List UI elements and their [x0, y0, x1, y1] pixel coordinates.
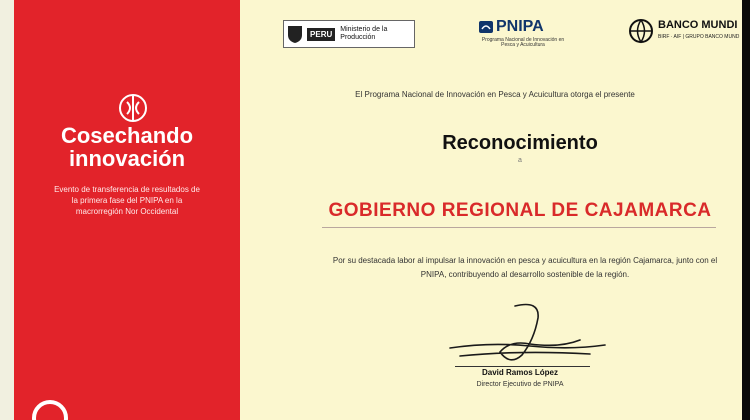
signature-icon [430, 300, 620, 370]
pnipa-name: PNIPA [496, 18, 544, 35]
peru-tag: PERU [307, 28, 335, 41]
recipient-name: GOBIERNO REGIONAL DE CAJAMARCA [328, 200, 712, 221]
peru-shield-icon [284, 22, 305, 46]
recipient-underline [322, 227, 716, 228]
brand-panel [14, 0, 240, 420]
ministry-name: Ministerio de la Producción [340, 26, 388, 41]
signature-line [455, 366, 590, 367]
brand-subtitle: Evento de transferencia de resultados de la primera fase del PNIPA en la macrorregión Nor Occidental [54, 185, 200, 216]
bm-name: BANCO MUNDI [658, 19, 738, 31]
left-edge [0, 0, 14, 420]
certificate-body: Por su destacada labor al impulsar la innovación en pesca y acuicultura en la región Cajamarca, junto con el PNIPA, contribuyendo al desarrollo sostenible de la región. [332, 256, 718, 279]
pnipa-icon [478, 20, 494, 34]
signer-name: David Ramos López [481, 368, 558, 377]
corner-logo-icon [30, 398, 70, 420]
right-edge [742, 0, 750, 420]
banco-mundial-logo [628, 18, 742, 48]
signer-role: Director Ejecutivo de PNIPA [476, 381, 564, 388]
brand-title [14, 124, 240, 170]
globe-icon [628, 18, 654, 44]
intro-text: El Programa Nacional de Innovación en Pesca y Acuicultura otorga el presente [355, 90, 635, 99]
cosechando-logo-icon [118, 93, 148, 123]
brand-line-2: innovación [68, 146, 186, 171]
pnipa-logo [478, 18, 568, 48]
bm-subtitle: BIRF · AIF | GRUPO BANCO MUND [658, 34, 740, 40]
brand-line-1: Cosechando [60, 123, 194, 148]
pnipa-subtitle: Programa Nacional de Innovación en Pesca y Acuicultura [481, 37, 565, 48]
certificate-title: Reconocimiento [442, 132, 598, 154]
peru-ministry-logo [283, 20, 415, 48]
certificate-a: a [518, 157, 522, 164]
